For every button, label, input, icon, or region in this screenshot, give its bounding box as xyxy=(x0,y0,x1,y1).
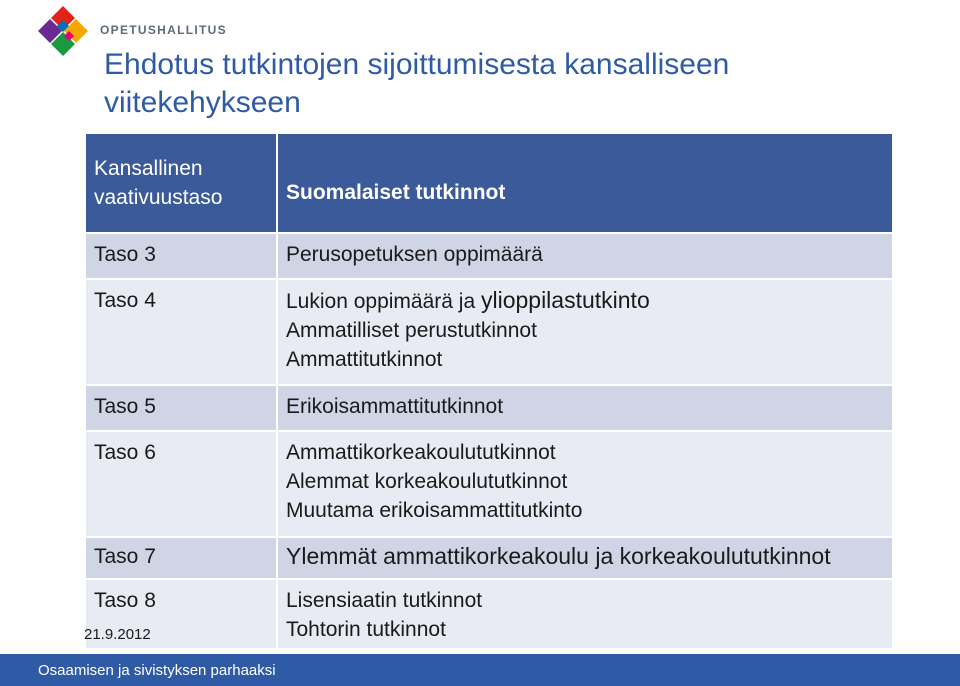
degree-item: Lisensiaatin tutkinnot xyxy=(286,589,483,612)
degrees-cell xyxy=(277,537,893,579)
degrees-cell xyxy=(277,579,893,649)
table-row xyxy=(85,233,893,279)
level-cell: Taso 4 xyxy=(85,279,277,385)
level-cell: Taso 7 xyxy=(85,537,277,579)
footer-bar xyxy=(0,654,960,686)
header-level xyxy=(85,133,277,233)
degree-item-part: Lukion oppimäärä ja xyxy=(286,290,481,313)
opetushallitus-logo-icon xyxy=(36,4,90,58)
degrees-cell xyxy=(277,431,893,537)
table-row xyxy=(85,279,893,385)
degree-item: Ammattikorkeakoulututkinnot xyxy=(286,441,556,464)
level-cell: Taso 8 xyxy=(85,579,277,649)
table-row xyxy=(85,537,893,579)
degree-item xyxy=(286,286,884,316)
degree-item: Perusopetuksen oppimäärä xyxy=(286,243,543,266)
table-header-row xyxy=(85,133,893,233)
degrees-cell xyxy=(277,385,893,431)
level-cell: Taso 3 xyxy=(85,233,277,279)
level-cell: Taso 6 xyxy=(85,431,277,537)
slide-date: 21.9.2012 xyxy=(84,626,151,643)
degrees-cell xyxy=(277,279,893,385)
degrees-cell xyxy=(277,233,893,279)
degree-item: Alemmat korkeakoulututkinnot xyxy=(286,470,568,493)
table-row xyxy=(85,431,893,537)
qualifications-table xyxy=(84,132,894,650)
degree-item: Tohtorin tutkinnot xyxy=(286,618,446,641)
level-cell: Taso 5 xyxy=(85,385,277,431)
degree-item: Muutama erikoisammattitutkinto xyxy=(286,499,583,522)
footer-slogan: Osaamisen ja sivistyksen parhaaksi xyxy=(38,662,276,679)
header-level-line: vaativuustaso xyxy=(94,186,223,209)
table-row xyxy=(85,385,893,431)
header-level-line: Kansallinen xyxy=(94,157,203,180)
degree-item: Ylemmät ammattikorkeakoulu ja korkeakoulututkinnot xyxy=(286,543,831,569)
slide-title: Ehdotus tutkintojen sijoittumisesta kansalliseen viitekehykseen xyxy=(104,48,730,119)
degree-item: Erikoisammattitutkinnot xyxy=(286,395,504,418)
brand-name: OPETUSHALLITUS xyxy=(100,23,227,37)
header-degrees: Suomalaiset tutkinnot xyxy=(277,133,893,233)
table-row xyxy=(85,579,893,649)
degree-item: Ammatilliset perustutkinnot xyxy=(286,319,537,342)
degree-item-part: ylioppilastutkinto xyxy=(480,287,650,313)
degree-item: Ammattitutkinnot xyxy=(286,348,443,371)
